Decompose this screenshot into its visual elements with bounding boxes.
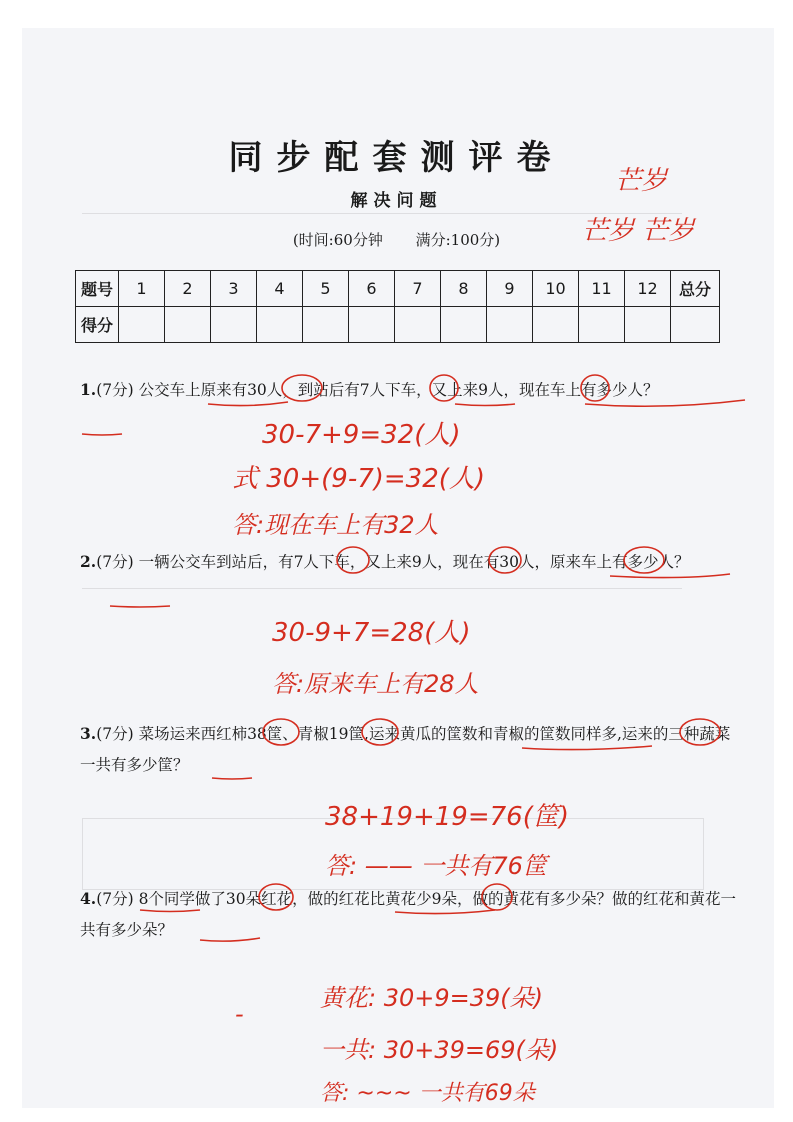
question-number-cell: 12 xyxy=(625,271,671,307)
full-score: 满分:100分) xyxy=(415,231,501,249)
circle-mark xyxy=(337,547,369,573)
question-text: (7分) 菜场运来西红柿38筐、青椒19筐,运来黄瓜的筐数和青椒的筐数同样多,运来的三种蔬菜一共有多少筐？ xyxy=(80,725,731,774)
underline-mark xyxy=(200,910,495,941)
circle-mark xyxy=(581,375,609,401)
question-number-cell: 7 xyxy=(395,271,441,307)
question-number-cell: 4 xyxy=(257,271,303,307)
circle-mark xyxy=(624,547,664,573)
time-limit: (时间:60分钟 xyxy=(292,231,383,249)
row-label-number: 题号 xyxy=(76,271,119,307)
question-text: (7分) 一辆公交车到站后，有7人下车，又上来9人，现在有30人，原来车上有多少人？ xyxy=(96,553,690,571)
question-number: 3. xyxy=(80,724,97,743)
q1-working-line: 式 30+(9-7)=32(人) xyxy=(232,464,486,494)
q3-working-line: 38+19+19=76(筐) xyxy=(325,802,569,832)
circle-mark xyxy=(362,719,398,745)
circle-mark xyxy=(489,547,521,573)
question-number-cell: 11 xyxy=(579,271,625,307)
total-label: 总分 xyxy=(671,271,720,307)
circle-mark xyxy=(482,884,512,910)
underline-mark xyxy=(208,400,745,406)
q1-working-line: 30-7+9=32(人) xyxy=(262,420,461,450)
circle-mark xyxy=(263,719,299,745)
question-number: 1. xyxy=(80,380,97,399)
question-number: 4. xyxy=(80,889,97,908)
q3-answer: 答: —— 一共有76筐 xyxy=(325,852,547,880)
circle-mark xyxy=(282,375,322,401)
q1-answer: 答:现在车上有32人 xyxy=(232,511,439,539)
question-text: (7分) 8个同学做了30朵红花，做的红花比黄花少9朵，做的黄花有多少朵？做的红花和黄花一共有多少朵？ xyxy=(80,890,737,939)
page-title: 同步配套测评卷 xyxy=(228,138,565,178)
margin-dash: - xyxy=(235,1000,244,1028)
question-number-cell: 3 xyxy=(211,271,257,307)
student-name-mark: 芒岁 芒岁 xyxy=(582,216,695,246)
circle-mark xyxy=(680,719,720,745)
question-number-cell: 6 xyxy=(349,271,395,307)
question-number-cell: 5 xyxy=(303,271,349,307)
row-label-score: 得分 xyxy=(76,307,119,343)
question-number-cell: 2 xyxy=(165,271,211,307)
question-number-cell: 8 xyxy=(441,271,487,307)
question-text: (7分) 公交车上原来有30人，到站后有7人下车，又上来9人，现在车上有多少人？ xyxy=(96,381,659,399)
q4-answer: 答: ~~~ 一共有69朵 xyxy=(320,1081,535,1106)
circle-mark xyxy=(430,375,458,401)
circle-mark xyxy=(259,884,293,910)
question-number-cell: 1 xyxy=(119,271,165,307)
q4-working-line: 黄花: 30+9=39(朵) xyxy=(320,984,544,1012)
question-number-cell: 9 xyxy=(487,271,533,307)
page-subtitle: 解决问题 xyxy=(350,191,443,211)
question-number: 2. xyxy=(80,552,97,571)
question-number-cell: 10 xyxy=(533,271,579,307)
q2-working-line: 30-9+7=28(人) xyxy=(272,618,471,648)
q4-working-line: 一共: 30+39=69(朵) xyxy=(320,1036,559,1064)
student-name-mark: 芒岁 xyxy=(615,166,668,196)
q2-answer: 答:原来车上有28人 xyxy=(272,670,479,698)
